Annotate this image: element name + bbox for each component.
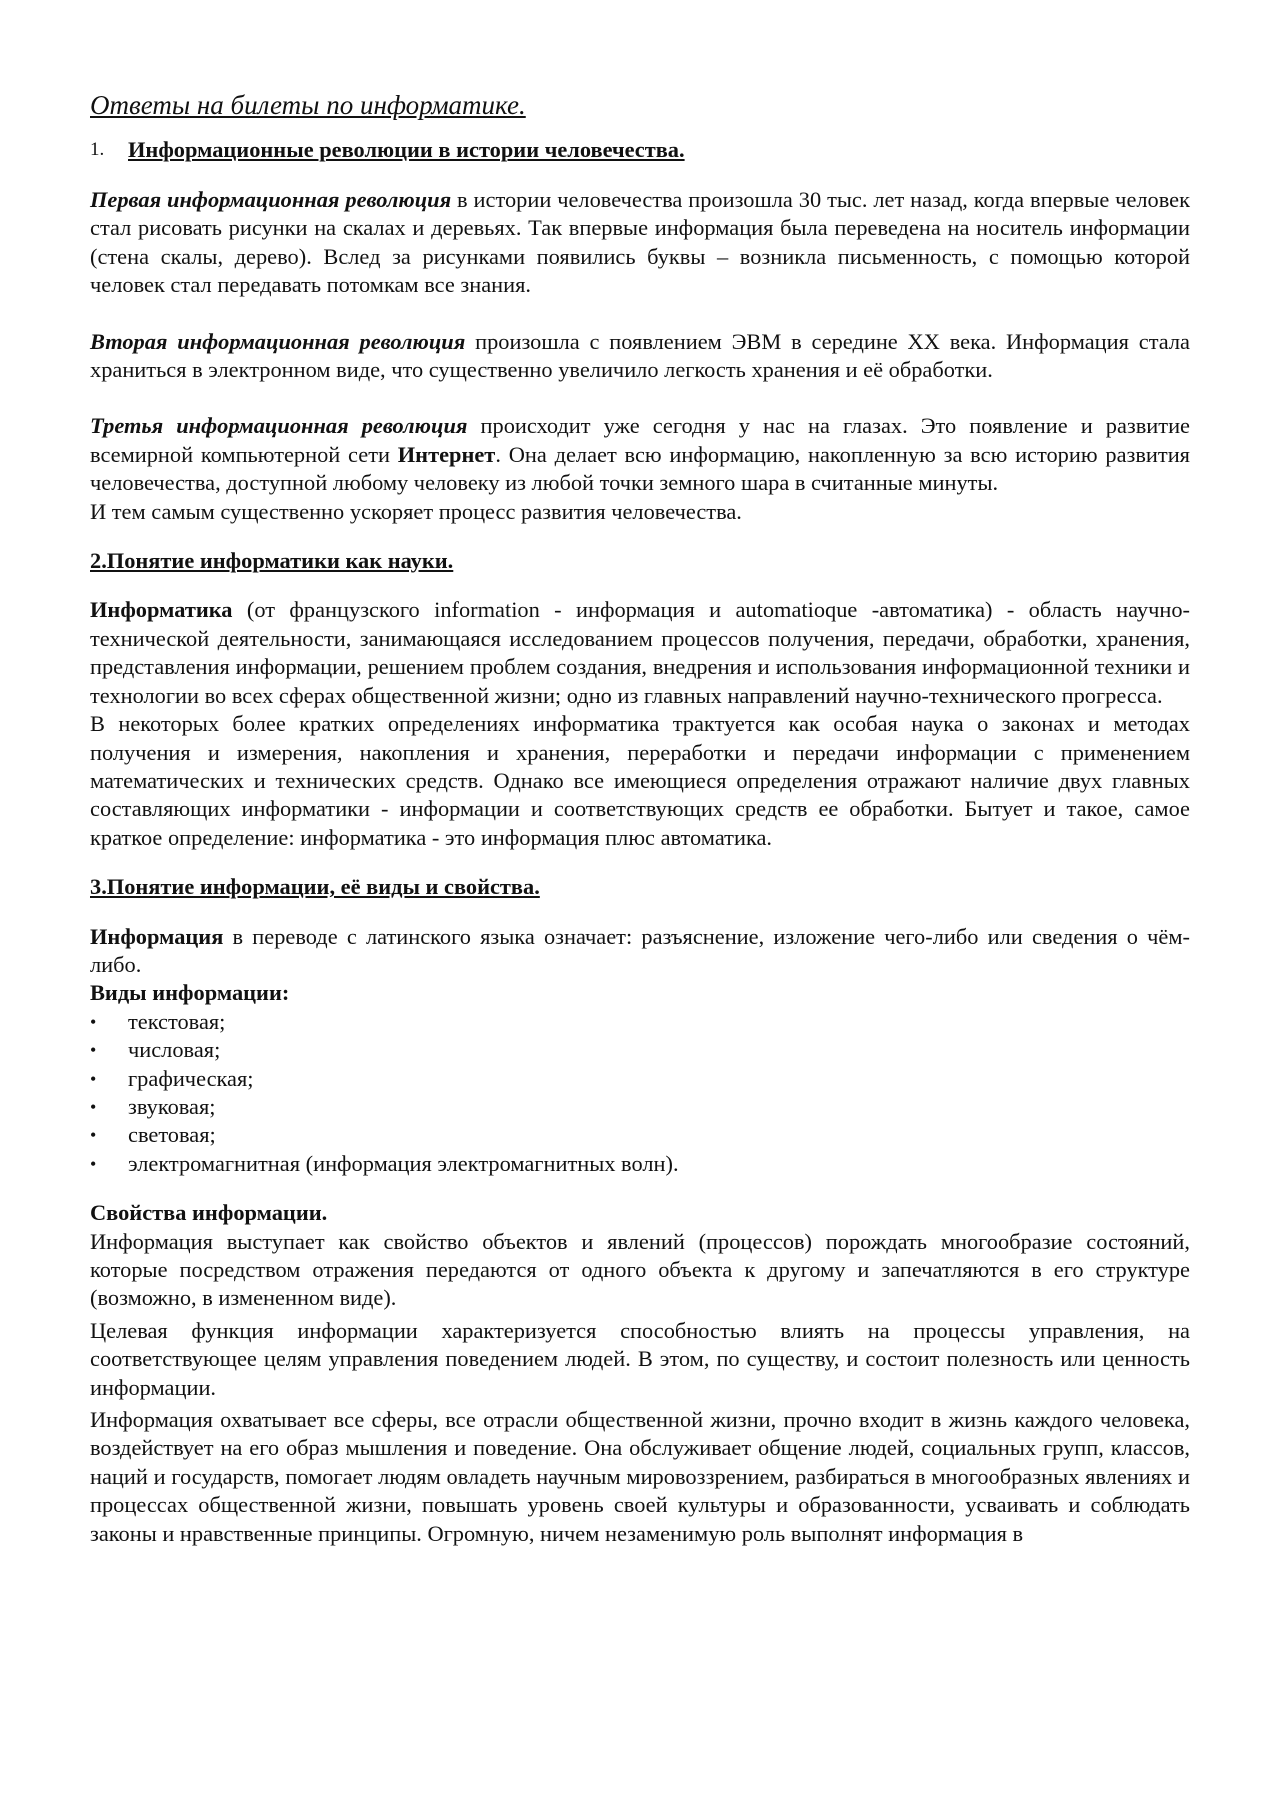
section-1-paragraph-3 (90, 412, 1190, 497)
bullet-icon: • (90, 1068, 97, 1089)
bullet-icon: • (90, 1125, 97, 1146)
list-item-text: текстовая; (128, 1008, 226, 1034)
first-revolution-term: Первая информационная революция (90, 187, 452, 212)
information-properties-label: Свойства информации. (90, 1200, 328, 1226)
section-1-paragraph-4: И тем самым существенно ускоряет процесс развития человечества. (90, 498, 742, 524)
list-item (90, 1121, 1190, 1149)
list-item (90, 1065, 1190, 1093)
section-1-paragraph-2 (90, 328, 1190, 385)
list-item (90, 1093, 1190, 1121)
list-item (90, 1008, 1190, 1036)
bullet-icon: • (90, 1040, 97, 1061)
bullet-icon: • (90, 1096, 97, 1117)
third-revolution-term: Третья информационная революция (90, 413, 468, 439)
section-3-heading: 3.Понятие информации, её виды и свойства. (90, 874, 540, 900)
second-revolution-text: произошла с появлением ЭВМ в середине XX века. Информация стала храниться в электронном виде, что существенно увеличило легкость хранения и её обработки. (90, 328, 1190, 383)
section-1-number: 1. (90, 139, 105, 160)
informatics-term: Информатика (90, 597, 233, 623)
first-revolution-text: в истории человечества произошла 30 тыс. лет назад, когда впервые человек стал рисовать рисунки на скалах и деревьях. Так впервые информация была переведена на носитель информации (стена скалы, дерево). Вслед за рисунками появились буквы – возникла письменность, с помощью которой человек стал передавать потомкам все знания. (90, 187, 1191, 298)
information-types-list (90, 1008, 1190, 1178)
list-item-text: световая; (128, 1122, 216, 1148)
properties-paragraph-2: Целевая функция информации характеризуется способностью влиять на процессы управления, на соответствующее целям управления поведением людей. В этом, по существу, и состоит полезность или ценность информации. (90, 1317, 1190, 1400)
informatics-definition: (от французского information - информация и automatioque -автоматика) - область научно-технической деятельности, занимающаяся исследованием процессов получения, передачи, обработки, хранения, представления информации, решением проблем создания, внедрения и использования информационной техники и технологии во всех сферах общественной жизни; одно из главных направлений научно-технического прогресса. (90, 597, 1190, 708)
section-2-paragraph-1 (90, 596, 1190, 710)
list-item-text: графическая; (128, 1065, 254, 1091)
properties-paragraph-3: Информация охватывает все сферы, все отрасли общественной жизни, прочно входит в жизнь каждого человека, воздействует на его образ мышления и поведение. Она обслуживает общение людей, социальных групп, классов, наций и государств, помогает людям овладеть научным мировоззрением, разбираться в многообразных явлениях и процессах общественной жизни, повышать уровень своей культуры и образованности, усваивать и соблюдать законы и нравственные принципы. Огромную, ничем незаменимую роль выполнят информация в (90, 1407, 1190, 1546)
list-item-text: числовая; (128, 1037, 221, 1063)
third-revolution-text-a: происходит уже сегодня у нас на глазах. Это появление и развитие всемирной компьютерной сети (90, 413, 1190, 467)
list-item-text: электромагнитная (информация электромагнитных волн). (128, 1150, 679, 1176)
list-item-text: звуковая; (128, 1093, 216, 1119)
section-1-paragraph-1 (90, 186, 1190, 300)
properties-paragraph-1: Информация выступает как свойство объектов и явлений (процессов) порождать многообразие состояний, которые посредством отражения передаются от одного объекта к другому и запечатляются в его структуре (возможно, в измененном виде). (90, 1228, 1190, 1311)
list-item (90, 1036, 1190, 1064)
section-2-paragraph-2: В некоторых более кратких определениях информатика трактуется как особая наука о законах и методах получения и измерения, накопления и хранения, переработки и передачи информации с применением математических и технических средств. Однако все имеющиеся определения отражают наличие двух главных составляющих информатики - информации и соответствующих средств ее обработки. Бытует и такое, самое краткое определение: информатика - это информация плюс автоматика. (90, 711, 1190, 850)
information-types-label: Виды информации: (90, 980, 290, 1006)
bullet-icon: • (90, 1011, 97, 1032)
information-term: Информация (90, 923, 224, 949)
bullet-icon: • (90, 1153, 97, 1174)
third-revolution-text-b: . Она делает всю информацию, накопленную за всю историю развития человечества, доступной любому человеку из любой точки земного шара в считанные минуты. (90, 441, 1190, 496)
information-definition: в переводе с латинского языка означает: разъяснение, изложение чего-либо или сведения о чём-либо. (90, 923, 1190, 977)
list-item (90, 1150, 1190, 1178)
section-1-title: Информационные революции в истории человечества. (128, 137, 685, 162)
section-2-heading: 2.Понятие информатики как науки. (90, 548, 454, 574)
section-1-heading (90, 136, 1190, 164)
second-revolution-term: Вторая информационная революция (90, 328, 466, 354)
document-title: Ответы на билеты по информатике. (90, 90, 526, 120)
document-body (90, 88, 1190, 1548)
internet-term: Интернет (397, 441, 496, 467)
section-3-paragraph-1 (90, 923, 1190, 980)
